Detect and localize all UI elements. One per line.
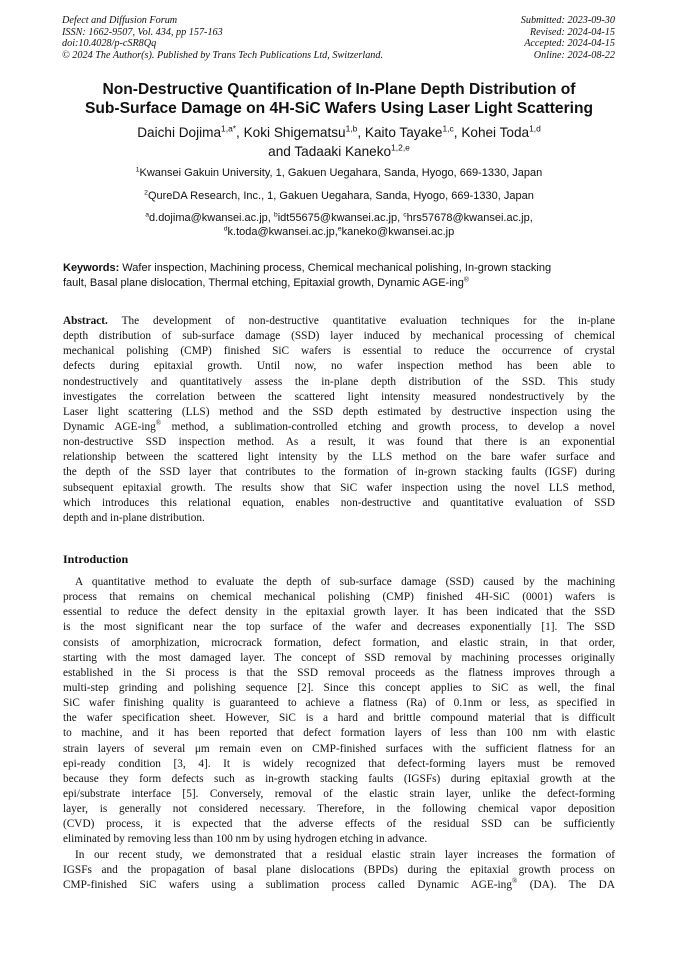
email-address: hrs57678@kwansei.ac.jp, (406, 212, 533, 224)
affiliation-2 (40, 189, 638, 203)
author-affiliation-mark: 1,b (345, 123, 358, 134)
author-list (40, 123, 638, 161)
affiliation-mark: 2 (144, 189, 148, 197)
affiliation-text: QureDA Research, Inc., 1, Gakuen Uegahara, Sanda, Hyogo, 669-1330, Japan (147, 190, 534, 202)
email-line-1 (40, 211, 638, 225)
paragraph-line: IGSFs and the propagation of basal plane dislocations (BPDs) during the epitaxial growth process on (63, 863, 615, 876)
paragraph-line: In our recent study, we demonstrated that a residual elastic strain layer increases the formation of (75, 848, 615, 861)
author-affiliation-mark: 1,c (442, 123, 454, 134)
author-name: Tadaaki Kaneko (294, 144, 392, 159)
paragraph-line: is the most significant near the top surface of the wafer and decreases exponentially [1]. The SSD (63, 621, 615, 634)
keywords-line (63, 261, 615, 276)
author-name: Kaito Tayake (364, 125, 443, 140)
author-separator: , (236, 125, 244, 140)
author-separator: , (357, 125, 365, 140)
paragraph-line: essential to reduce the defect density in the epitaxial growth layer. It has been indicated that the SSD (63, 606, 615, 619)
introduction-body (63, 575, 615, 893)
registered-mark: ® (511, 877, 518, 886)
email-line-2 (40, 225, 638, 239)
date-submitted: Submitted: 2023-09-30 (520, 15, 615, 26)
abstract (63, 314, 615, 526)
registered-mark: ® (463, 276, 469, 284)
abstract-line: defects during epitaxial growth. Until now, no wafer inspection method has been able to (63, 360, 615, 373)
abstract-text: The development of non-destructive quantitative evaluation techniques for the in-plane (107, 315, 615, 327)
email-mark: a (145, 211, 150, 219)
abstract-line: depth and in-plane distribution. (63, 511, 205, 524)
abstract-line: subsequent epitaxial growth. The results show that SiC wafer inspection using the novel LLS method, (63, 481, 615, 494)
keywords-label: Keywords: (63, 262, 120, 274)
paragraph-line: starting with the most damaged layer. The concept of SSD removal by machining processes originally (63, 651, 615, 664)
abstract-line: relationship between the scattered light intensity by the LLS method on the bare wafer surface and (63, 451, 615, 464)
journal-info (62, 15, 442, 61)
paragraph-line: process that remains on chemical mechanical polishing (CMP) finished 4H-SiC (0001) wafers is (63, 591, 615, 604)
paragraph-line: epi/substrate interface [5]. Conversely, removal of the elastic strain layer, unlike the defect-forming (63, 787, 615, 800)
author-affiliation-mark: 1,a* (221, 123, 237, 134)
abstract-text: method, a sublimation-controlled etching and growth process, to develop a novel (161, 420, 615, 433)
author-name: Koki Shigematsu (243, 125, 346, 140)
email-mark: d (223, 225, 228, 233)
keywords-block (63, 261, 615, 291)
abstract-label: Abstract. (63, 315, 108, 327)
author-affiliation-mark: 1,d (529, 123, 541, 134)
author-name: Daichi Dojima (137, 125, 222, 140)
email-address: idt55675@kwansei.ac.jp, (277, 212, 404, 224)
author-line (40, 123, 638, 142)
keywords-text: fault, Basal plane dislocation, Thermal etching, Epitaxial growth, Dynamic AGE-ing (63, 277, 464, 290)
paragraph-line: consists of amorphization, microcrack formation, defect formation, and elastic strain, in that order, (63, 636, 615, 649)
title-line: Non-Destructive Quantification of In-Plane Depth Distribution of (102, 81, 576, 98)
journal-name: Defect and Diffusion Forum (62, 15, 178, 26)
paragraph-line: to machine, and it has been reported that defect formation layers of less than 100 nm with elastic (63, 727, 615, 740)
copyright-line: © 2024 The Author(s). Published by Trans Tech Publications Ltd, Switzerland. (62, 49, 384, 61)
title-line: Sub-Surface Damage on 4H-SiC Wafers Using Laser Light Scattering (84, 100, 594, 117)
journal-doi: doi:10.4028/p-cSR8Qq (62, 38, 157, 50)
email-address: d.dojima@kwansei.ac.jp, (149, 212, 274, 224)
publication-dates (415, 15, 615, 61)
abstract-line (63, 314, 615, 329)
author-affiliation-mark: 1,2,e (391, 142, 410, 153)
email-address: k.toda@kwansei.ac.jp, (227, 226, 338, 238)
paragraph-line: (CVD) process, it is expected that the adverse effects of the residual SSD can be sufficiently (63, 818, 615, 831)
affiliation-text: Kwansei Gakuin University, 1, Gakuen Uegahara, Sanda, Hyogo, 669-1330, Japan (139, 167, 543, 179)
affiliation-mark: 1 (135, 166, 140, 174)
registered-mark: ® (155, 419, 162, 428)
date-accepted: Accepted: 2024-04-15 (524, 38, 615, 50)
author-name: Kohei Toda (461, 125, 530, 140)
keywords-text: Wafer inspection, Machining process, Chemical mechanical polishing, In-grown stacking (119, 262, 552, 274)
paragraph-line: A quantitative method to evaluate the depth of sub-surface damage (SSD) caused by the machining (75, 576, 615, 588)
abstract-line (63, 420, 615, 435)
paragraph-line: the wafer specification sheet. However, SiC is a hard and brittle compound material that is difficult (63, 712, 615, 725)
email-mark: e (337, 225, 342, 233)
email-address: kaneko@kwansei.ac.jp (341, 226, 455, 238)
email-mark: c (403, 211, 407, 219)
abstract-line: Laser light scattering (LLS) method and the SSD depth estimated by destructive inspection using the (63, 405, 615, 418)
abstract-line: depth distribution of sub-surface damage (SSD) layer induced by mechanical processing of chemical (63, 330, 615, 343)
date-online: Online: 2024-08-22 (533, 49, 615, 61)
abstract-line: investigates the correlation between the scattered light intensity measured nondestructively by the (63, 390, 615, 403)
abstract-line: which introduces this relational equation, enables non-destructive and quantitative evaluation of SSD (63, 496, 615, 509)
journal-issn: ISSN: 1662-9507, Vol. 434, pp 157-163 (62, 26, 223, 38)
paragraph-line: SiC wafer finishing quality is guaranteed to achieve a flatness (Ra) of 0.1nm or less, as specified in (63, 697, 615, 710)
section-heading-introduction: Introduction (63, 552, 129, 566)
abstract-line: non-destructive SSD inspection method. As a result, it was found that there is an exponential (63, 436, 615, 449)
paragraph-line: eliminated by removing less than 100 nm by using hydrogen etching in advance. (63, 833, 428, 846)
abstract-line: mechanical polishing (CMP) finished SiC wafers is essential to reduce the occurrence of crystal (63, 345, 615, 358)
abstract-line: nondestructively and quantitatively assess the in-plane depth distribution of the SSD. This study (63, 375, 615, 388)
paragraph-line: multi-step grinding and polishing sequence [2]. Since this concept applies to SiC as well, the final (63, 681, 615, 694)
paragraph-line (63, 878, 615, 893)
paragraph-line: because they form defects such as in-growth stacking faults (IGSFs) during epitaxial growth at the (63, 772, 615, 785)
affiliation-1 (40, 166, 638, 180)
paragraph-line: strain layers of several μm remain even on CMP-finished surfaces with the sufficient flatness for an (63, 742, 615, 755)
paragraph-line: epi-ready condition [3, 4]. It is widely recognized that defect-forming layers must be removed (63, 757, 615, 770)
keywords-line (63, 276, 615, 291)
author-separator: , (453, 125, 462, 140)
abstract-text: Dynamic AGE-ing (63, 420, 156, 433)
paper-title (40, 80, 638, 118)
paragraph-text: (DA). The DA (517, 878, 615, 891)
email-mark: b (273, 211, 278, 219)
paragraph-line: established in the Si process is that the SSD removal proceeds as the flatness improves through a (63, 666, 615, 679)
author-line (40, 142, 638, 161)
abstract-line: the depth of the SSD layer that contributes to the formation of in-grown stacking faults (IGSF) during (63, 466, 615, 479)
author-conjunction: and (268, 144, 295, 159)
paragraph-text: CMP-finished SiC wafers using a sublimation process called Dynamic AGE-ing (63, 878, 512, 891)
paragraph-line: layer, is generally not considered necessary. Therefore, in the following chemical vapor deposition (63, 803, 615, 816)
date-revised: Revised: 2024-04-15 (529, 26, 615, 38)
